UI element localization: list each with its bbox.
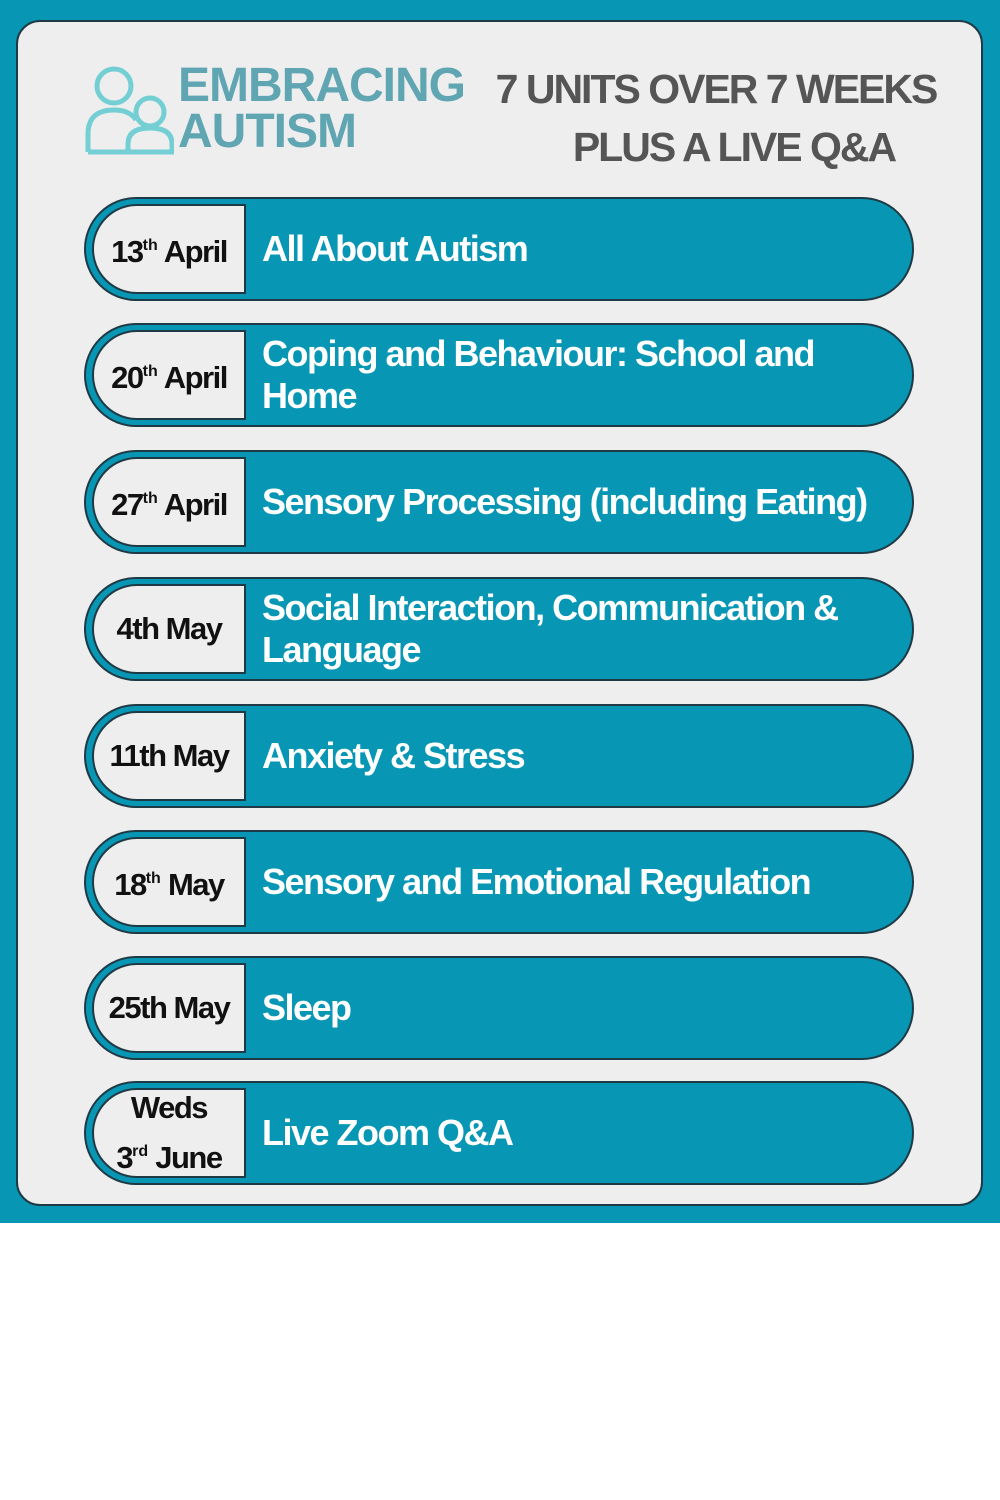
schedule-row [84,197,914,301]
date-suffix: th [142,237,158,254]
date-badge: 11th May [92,711,246,801]
date-badge [92,204,246,294]
unit-topic: Sleep [262,987,351,1028]
date-badge [92,1088,246,1178]
schedule-row [84,830,914,934]
date-badge: 4th May [92,584,246,674]
unit-topic: Anxiety & Stress [262,735,525,776]
date-badge: 25th May [92,963,246,1053]
brand-name-line2: AUTISM [178,105,356,158]
unit-topic: Social Interaction, Communication & Language [262,587,838,670]
date-day: 20 [111,360,143,395]
date-suffix: rd [132,1143,149,1160]
date-day: 18 [114,867,146,902]
schedule-row [84,450,914,554]
unit-topic: Live Zoom Q&A [262,1112,513,1153]
headline-line2: PLUS A LIVE Q&A [572,124,896,170]
schedule-row [84,704,914,808]
unit-topic: Sensory and Emotional Regulation [262,861,811,902]
unit-topic: All About Autism [262,228,528,269]
schedule-row [84,956,914,1060]
schedule-row [84,1081,914,1185]
headline-line1: 7 UNITS OVER 7 WEEKS [495,66,937,112]
page-title [486,60,946,176]
schedule-row [84,577,914,681]
date-month: May [167,867,224,902]
parent-child-icon [84,64,174,156]
date-badge [92,330,246,420]
date-weekday: Weds [130,1090,208,1125]
unit-topic: Sensory Processing (including Eating) [262,481,867,522]
date-month: June [155,1140,222,1175]
date-badge [92,837,246,927]
date-month: April [163,487,227,522]
date-suffix: th [142,490,158,507]
date-month: April [163,234,227,269]
brand-name-line1: EMBRACING [178,59,465,112]
date-badge [92,457,246,547]
unit-topic: Coping and Behaviour: School and Home [262,333,815,416]
date-day: 3 [116,1140,133,1175]
date-month: April [163,360,227,395]
date-suffix: th [145,870,161,887]
schedule-row [84,323,914,427]
date-day: 27 [111,487,143,522]
date-suffix: th [142,363,158,380]
brand-logo [84,59,484,162]
date-day: 13 [111,234,143,269]
